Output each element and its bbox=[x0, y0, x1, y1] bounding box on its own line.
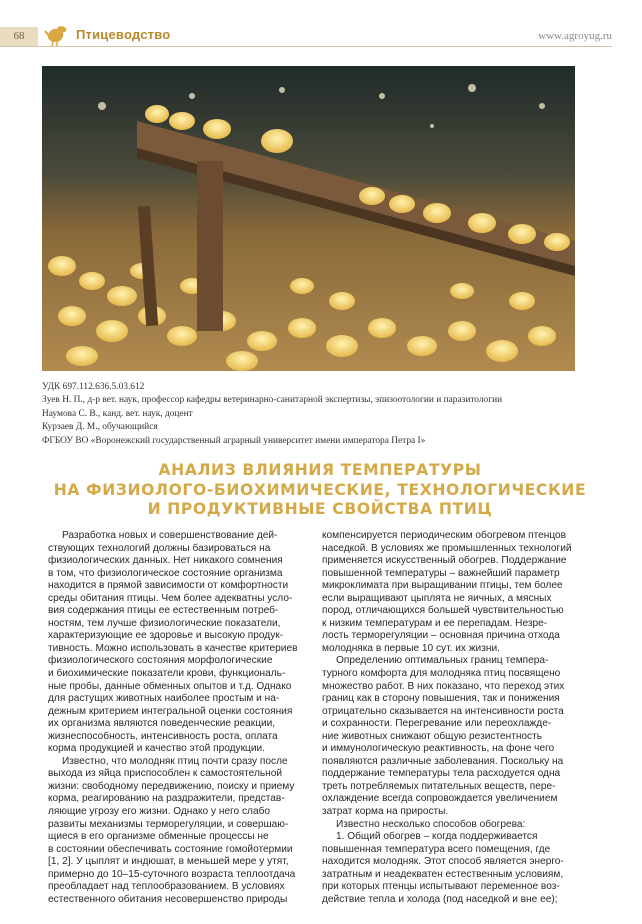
text-line: преобладает над теплообразованием. В условиях bbox=[48, 881, 285, 893]
page-number: 68 bbox=[0, 27, 38, 46]
author-zuev: Зуев Н. П., д-р вет. наук, профессор кафедры ветеринарно-санитарной экспертизы, эпизоотологии и паразитологии bbox=[42, 395, 503, 406]
text-line: выхода из яйца приспособлен к самостоятельной bbox=[48, 768, 283, 780]
text-line: и сохранности. Перегревание или переохлажде- bbox=[322, 718, 552, 730]
text-line: характеризующие ее здоровье и высокую продук- bbox=[48, 630, 284, 642]
text-line: и биохимические показатели крови, функциональ- bbox=[48, 668, 286, 680]
section-title: Птицеводство bbox=[76, 27, 171, 42]
text-line: повышенной температуры – важнейший параметр bbox=[322, 567, 560, 579]
text-line: затратным и неадекватен естественным условиям, bbox=[322, 868, 564, 880]
text-line: повышенная температура всего помещения, где bbox=[322, 843, 551, 855]
author-naumova: Наумова С. В., канд. вет. наук, доцент bbox=[42, 408, 193, 419]
text-line: отрицательно сказывается на интенсивности роста bbox=[322, 705, 564, 717]
text-line: треть потребляемых питательных веществ, пере- bbox=[322, 780, 556, 792]
text-line: появляются различные заболевания. Поскольку на bbox=[322, 755, 564, 767]
site-url[interactable]: www.agroyug.ru bbox=[538, 30, 612, 42]
text-line: жизни: свободному передвижению, поиску и приему bbox=[48, 780, 295, 792]
text-line: действие тепла и холода (под наседкой и вне ее); bbox=[322, 893, 558, 905]
text-line: молодняка в первые 10 сут. их жизни. bbox=[322, 642, 500, 654]
text-line: дежным критерием интегральной оценки состояния bbox=[48, 705, 293, 717]
udk-code: УДК 697.112.636.5.03.612 bbox=[42, 382, 145, 392]
text-line: в состоянии обеспечивать состояние гомойотермии bbox=[48, 843, 293, 855]
page-header bbox=[0, 0, 642, 50]
title-line-1: АНАЛИЗ ВЛИЯНИЯ ТЕМПЕРАТУРЫ bbox=[158, 461, 482, 479]
text-line: при которых птенцы испытывают переменное воз- bbox=[322, 881, 560, 893]
text-line: вия содержания птицы ее естественным потреб- bbox=[48, 605, 279, 617]
text-line: Известно несколько способов обогрева: bbox=[336, 818, 526, 830]
text-line: примерно до 10–15-суточного возраста теплоотдача bbox=[48, 868, 296, 880]
text-line: границ как в сторону повышения, так и понижения bbox=[322, 693, 560, 705]
title-line-3: И ПРОДУКТИВНЫЕ СВОЙСТВА ПТИЦ bbox=[147, 500, 493, 518]
text-line: в том, что физиологическое состояние организма bbox=[48, 567, 283, 579]
text-line: физиологических данных. Нет никакого сомнения bbox=[48, 555, 283, 567]
text-line: компенсируется периодическим обогревом птенцов bbox=[322, 530, 567, 541]
text-line: применяется искусственный обогрев. Поддержание bbox=[322, 555, 567, 567]
text-line: щиеся в его организме обменные процессы не bbox=[48, 831, 269, 843]
text-line: для растущих животных наиболее простым и на- bbox=[48, 693, 280, 705]
article-credits bbox=[42, 381, 602, 448]
text-line: физиологического состояния морфологические bbox=[48, 655, 273, 667]
text-line: тивность. Можно использовать в качестве критериев bbox=[48, 642, 298, 654]
organization: ФГБОУ ВО «Воронежский государственный аграрный университет имени императора Петра I» bbox=[42, 435, 426, 446]
text-line: затрат корма на приросты. bbox=[322, 806, 449, 818]
text-line: Известно, что молодняк птиц почти сразу после bbox=[62, 755, 288, 767]
author-kurzaev: Курзаев Д. М., обучающийся bbox=[42, 422, 158, 433]
text-line: если выращивают цыплята не яичных, а мясных bbox=[322, 592, 552, 604]
left-column bbox=[48, 530, 310, 906]
header-divider bbox=[0, 46, 612, 47]
text-line: среды обитания птицы. Чем более адекватны усло- bbox=[48, 592, 293, 604]
text-line: корма продукцией и качество этой продукции. bbox=[48, 743, 265, 755]
text-line: их организма являются поведенческие реакции, bbox=[48, 718, 276, 730]
text-line: микроклимата при выращивании птицы, тем более bbox=[322, 580, 563, 592]
text-line: ностям, тем лучше физиологические показатели, bbox=[48, 617, 281, 629]
text-line: поддержание температуры тела расходуется одна bbox=[322, 768, 561, 780]
text-line: ляющие угрозу его жизни. Однако у него слабо bbox=[48, 806, 271, 818]
text-line: естественного обитания несовершенство природы bbox=[48, 893, 288, 905]
text-line: корма, реагированию на раздражители, представ- bbox=[48, 793, 285, 805]
text-line: развиты механизмы терморегуляции, и совершаю- bbox=[48, 818, 289, 830]
text-line: [1, 2]. У цыплят и индюшат, в меньшей мере у утят, bbox=[48, 856, 289, 868]
chicks-photo bbox=[42, 66, 575, 371]
text-line: ние животных снижают общую резистентность bbox=[322, 730, 543, 742]
text-line: и иммунологическую реактивность, на фоне чего bbox=[322, 743, 555, 755]
text-line: множество работ. В них показано, что переход этих bbox=[322, 680, 565, 692]
text-line: Определению оптимальных границ темпера- bbox=[336, 655, 549, 667]
text-line: ные пробы, данные обменных опытов и т.д. Однако bbox=[48, 680, 292, 692]
right-column bbox=[322, 530, 584, 906]
text-line: ствующих технологий должны базироваться на bbox=[48, 542, 271, 554]
hen-icon bbox=[44, 23, 70, 47]
text-line: жизнеспособность, интенсивность роста, оплата bbox=[48, 730, 278, 742]
title-line-2: НА ФИЗИОЛОГО-БИОХИМИЧЕСКИЕ, ТЕХНОЛОГИЧЕСКИЕ bbox=[53, 480, 587, 499]
text-line: пород, отличающихся большей чувствительностью bbox=[322, 605, 564, 617]
text-line: находится молодняк. Этот способ является энерго- bbox=[322, 856, 564, 868]
text-line: Разработка новых и совершенствование дей- bbox=[62, 530, 278, 541]
article-title bbox=[40, 461, 600, 520]
text-line: 1. Общий обогрев – когда поддерживается bbox=[336, 831, 538, 843]
text-line: наседкой. В условиях же промышленных технологий bbox=[322, 542, 572, 554]
text-line: охлаждение всегда сопровождается увеличением bbox=[322, 793, 558, 805]
text-line: лость терморегуляции – основная причина отхода bbox=[322, 630, 560, 642]
text-line: к низким температурам и ее перепадам. Незре- bbox=[322, 617, 548, 629]
text-line: находится в прямой зависимости от комфортности bbox=[48, 580, 289, 592]
text-line: турного комфорта для молодняка птиц посвящено bbox=[322, 668, 561, 680]
